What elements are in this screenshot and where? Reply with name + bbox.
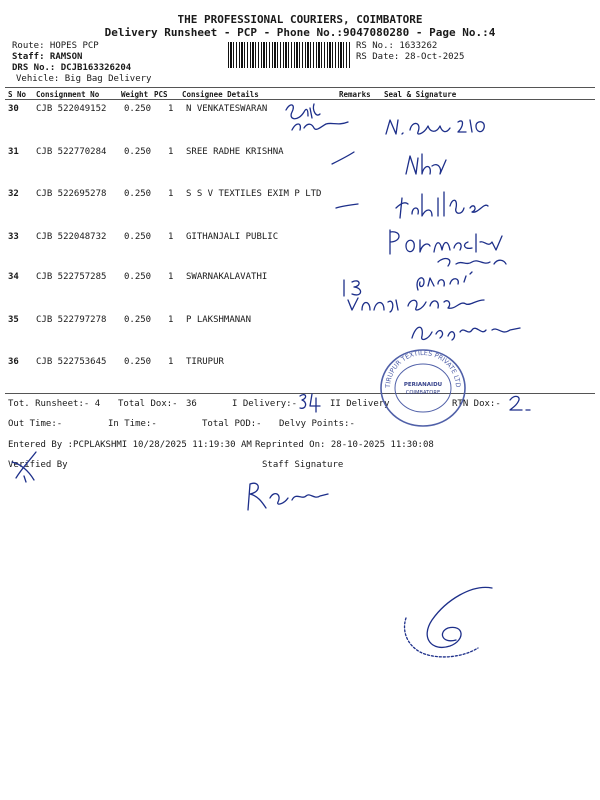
runsheet-subtitle: Delivery Runsheet - PCP - Phone No.:9047080280 - Page No.:4: [104, 26, 496, 39]
row-weight: 0.250: [124, 357, 152, 367]
handwriting-row32-signature: [392, 188, 502, 224]
stamp-ring-text: TIRUPUR TEXTILES PRIVATE LTD: [383, 348, 463, 389]
row-sno: 33: [8, 232, 19, 242]
row-pcs: 1: [168, 104, 174, 114]
column-header-remarks: Remarks: [339, 90, 371, 99]
column-header-consignment: Consignment No: [36, 90, 100, 99]
column-header-seal: Seal & Signature: [384, 90, 457, 99]
row-sno: 35: [8, 315, 19, 325]
column-header-weight: Weight: [121, 90, 149, 99]
total-pod-label: Total POD:-: [202, 419, 262, 429]
column-header-consignee: Consignee Details: [182, 90, 259, 99]
column-header-sno: S No: [8, 90, 27, 99]
row-pcs: 1: [168, 189, 174, 199]
handwriting-row31-dash: [328, 148, 358, 168]
rs-date: RS Date: 28-Oct-2025: [356, 52, 465, 62]
row-pcs: 1: [168, 272, 174, 282]
header-divider-top: [5, 87, 595, 88]
handwriting-row31-signature: [402, 150, 452, 180]
row-pcs: 1: [168, 147, 174, 157]
row-consignee: S S V TEXTILES EXIM P LTD: [186, 189, 322, 199]
row-consignee: N VENKATESWARAN: [186, 104, 268, 114]
row-consignment: CJB 522753645: [36, 357, 107, 367]
reprinted-on: Reprinted On: 28-10-2025 11:30:08: [255, 440, 434, 450]
row-consignment: CJB 522049152: [36, 104, 107, 114]
row-consignee: SREE RADHE KRISHNA: [186, 147, 284, 157]
row-sno: 36: [8, 357, 19, 367]
row-pcs: 1: [168, 232, 174, 242]
row-consignee: GITHANJALI PUBLIC: [186, 232, 279, 242]
handwriting-row35-signature: [406, 316, 526, 346]
stamp-center-line1: PERIANAIDU: [403, 382, 443, 388]
scribble-signature: [392, 578, 502, 662]
verified-by-label: Verified By: [8, 460, 68, 470]
column-header-pcs: PCS: [154, 90, 168, 99]
total-dox-label: Total Dox:-: [118, 399, 178, 409]
row-consignee: P LAKSHMANAN: [186, 315, 252, 325]
rtn-dox-label: RTN Dox:-: [452, 399, 501, 409]
row-sno: 32: [8, 189, 19, 199]
row-consignee: SWARNAKALAVATHI: [186, 272, 268, 282]
row-consignment: CJB 522757285: [36, 272, 107, 282]
row-weight: 0.250: [124, 189, 152, 199]
row-weight: 0.250: [124, 315, 152, 325]
row-consignment: CJB 522048732: [36, 232, 107, 242]
row-weight: 0.250: [124, 147, 152, 157]
in-time-label: In Time:-: [108, 419, 157, 429]
ii-delivery-label: II Delivery: [330, 399, 390, 409]
row-sno: 30: [8, 104, 19, 114]
staff-signature: [240, 478, 334, 514]
route-label: Route: HOPES PCP: [12, 41, 99, 51]
handwriting-row30-remark: [282, 100, 352, 136]
row-consignee: TIRUPUR: [186, 357, 224, 367]
handwriting-i-delivery-value: [296, 390, 324, 414]
total-runsheet: Tot. Runsheet:- 4: [8, 399, 101, 409]
company-stamp: [376, 346, 470, 430]
delvy-points-label: Delvy Points:-: [279, 419, 355, 429]
row-weight: 0.250: [124, 232, 152, 242]
i-delivery-label: I Delivery:-: [232, 399, 298, 409]
verified-signature: [6, 448, 46, 484]
handwriting-row32-dash: [332, 198, 362, 214]
staff-label: Staff: RAMSON: [12, 52, 83, 62]
entered-by: Entered By :PCPLAKSHMI 10/28/2025 11:19:30 AM: [8, 440, 252, 450]
row-consignment: CJB 522695278: [36, 189, 107, 199]
handwriting-rtn-dox-value: [504, 392, 534, 416]
out-time-label: Out Time:-: [8, 419, 63, 429]
staff-signature-label: Staff Signature: [262, 460, 344, 470]
drs-number: DRS No.: DCJB163326204: [12, 63, 132, 73]
handwriting-row34-signature: [344, 270, 504, 316]
barcode: [228, 42, 350, 68]
row-consignment: CJB 522797278: [36, 315, 107, 325]
row-consignment: CJB 522770284: [36, 147, 107, 157]
row-sno: 31: [8, 147, 19, 157]
handwriting-row30-signature: [382, 112, 492, 142]
row-weight: 0.250: [124, 104, 152, 114]
rs-number: RS No.: 1633262: [356, 41, 438, 51]
handwriting-row33-signature: [384, 226, 512, 270]
company-title: THE PROFESSIONAL COURIERS, COIMBATORE: [177, 13, 423, 26]
row-pcs: 1: [168, 315, 174, 325]
vehicle-label: Vehicle: Big Bag Delivery: [16, 74, 152, 84]
total-dox-value: 36: [186, 399, 197, 409]
row-pcs: 1: [168, 357, 174, 367]
stamp-center-line2: COIMBATORE: [405, 390, 441, 396]
row-weight: 0.250: [124, 272, 152, 282]
row-sno: 34: [8, 272, 19, 282]
